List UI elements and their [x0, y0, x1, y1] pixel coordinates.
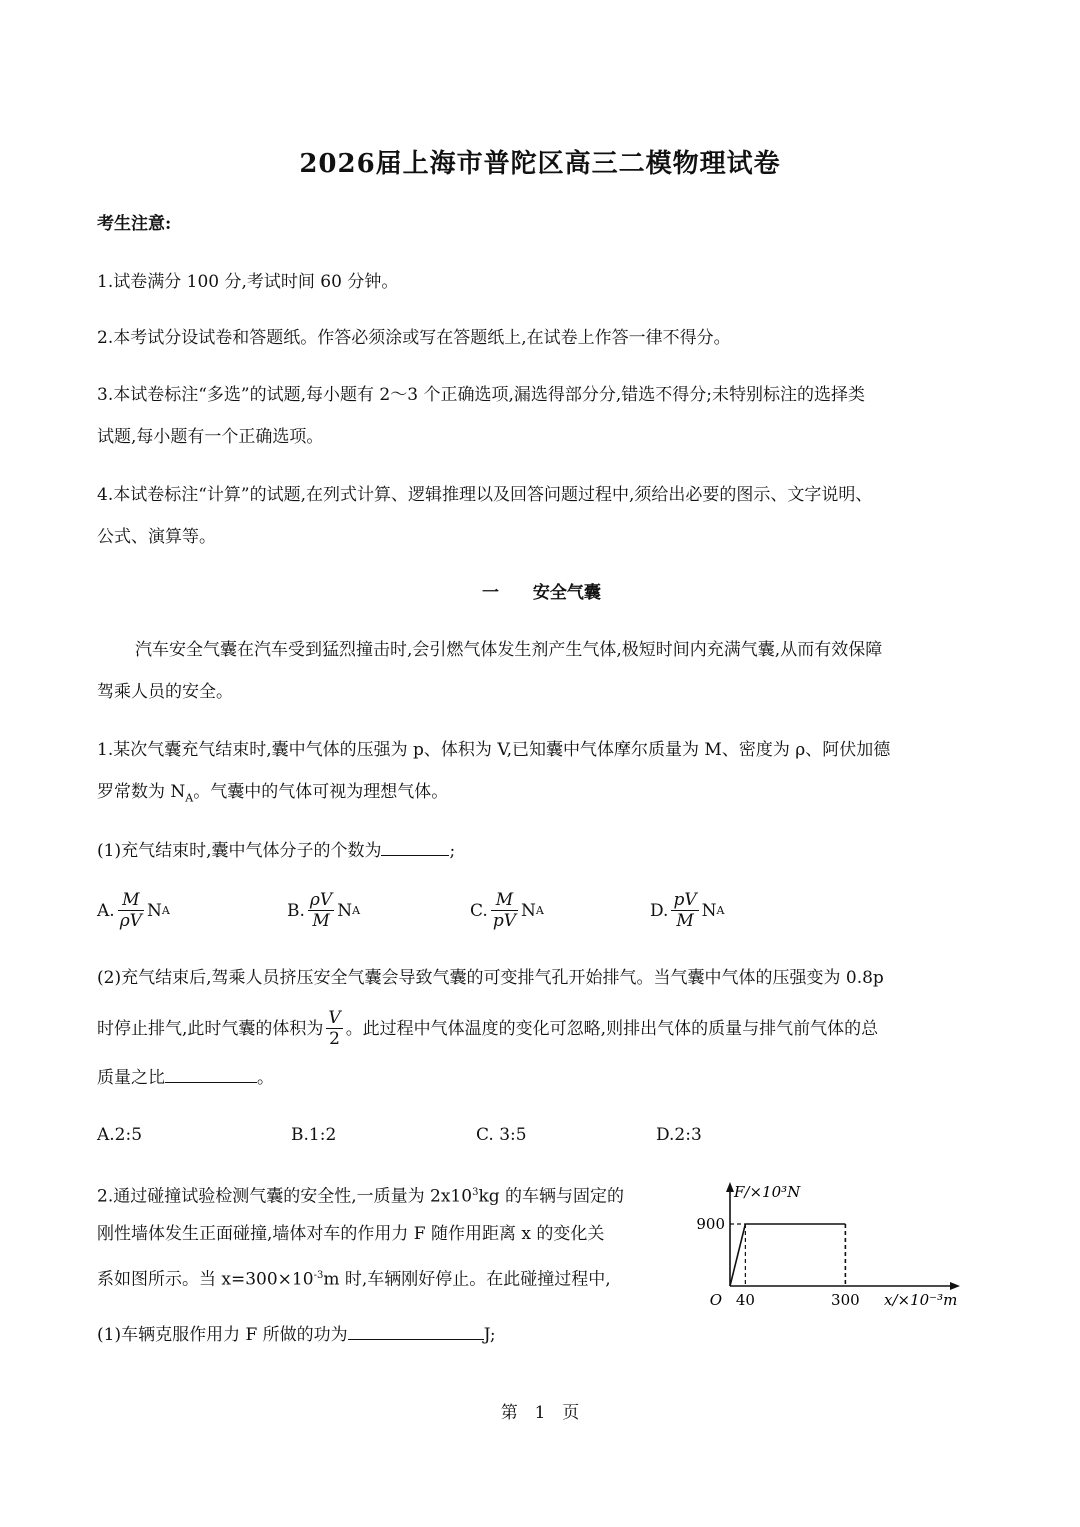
- fraction-denominator: ρV: [119, 911, 142, 931]
- q1-sub2-line-2-pre: 时停止排气,此时气囊的体积为: [97, 1018, 324, 1039]
- q1-sub1-stem-text: (1)充气结束时,囊中气体分子的个数为: [97, 841, 382, 861]
- footer-pre: 第: [500, 1403, 518, 1423]
- option-label: A.: [97, 900, 115, 921]
- q1-sub2-line-3-end: 。: [257, 1068, 274, 1088]
- y-axis-label: F/×10³N: [734, 1183, 801, 1201]
- q2-line-3-post: m 时,车辆刚好停止。在此碰撞过程中,: [323, 1269, 611, 1290]
- q2-sub1-answer-blank[interactable]: [348, 1323, 484, 1340]
- q1-sub1-stem: [97, 839, 455, 862]
- volume-fraction: [326, 1008, 342, 1049]
- q1-sub2-line-2: [97, 1008, 878, 1049]
- q1-sub2-line-2-post: 。此过程中气体温度的变化可忽略,则排出气体的质量与排气前气体的总: [345, 1018, 879, 1039]
- x-tick-label: 40: [735, 1291, 755, 1309]
- intro-line-2: 驾乘人员的安全。: [97, 682, 233, 702]
- origin-label: O: [709, 1291, 722, 1309]
- q1-sub1-answer-blank[interactable]: [381, 839, 449, 856]
- q1-sub2-option-d[interactable]: D.2:3: [656, 1125, 702, 1145]
- notice-item-4-cont: 公式、演算等。: [97, 527, 216, 547]
- q1-sub2-option-a[interactable]: A.2:5: [97, 1125, 143, 1145]
- option-tail-sub: A: [535, 903, 544, 917]
- x-axis-arrow: [950, 1282, 960, 1290]
- force-distance-chart: [690, 1172, 970, 1322]
- q2-line-1-post: kg 的车辆与固定的: [478, 1186, 625, 1207]
- q2-sub1: [97, 1323, 496, 1346]
- page-number: 1: [534, 1403, 546, 1423]
- fraction-numerator: M: [491, 890, 518, 911]
- option-tail: N: [146, 900, 162, 921]
- q2-sub1-end: J;: [483, 1325, 496, 1345]
- q1-sub2-answer-blank[interactable]: [165, 1066, 257, 1083]
- intro-line-1: 汽车安全气囊在汽车受到猛烈撞击时,会引燃气体发生剂产生气体,极短时间内充满气囊,从而有效保障: [135, 640, 883, 660]
- q1-line-1: 1.某次气囊充气结束时,囊中气体的压强为 p、体积为 V,已知囊中气体摩尔质量为 M、密度为 ρ、阿伏加德: [97, 740, 891, 760]
- q1-sub2-option-c[interactable]: C. 3:5: [476, 1125, 527, 1145]
- section-number: 一: [482, 583, 499, 603]
- q1-sub2-option-b[interactable]: B.1:2: [291, 1125, 337, 1145]
- q2-sub1-text: (1)车辆克服作用力 F 所做的功为: [97, 1325, 348, 1345]
- option-tail-sub: A: [161, 903, 170, 917]
- notice-item-3: 3.本试卷标注“多选”的试题,每小题有 2～3 个正确选项,漏选得部分分,错选不得分;未特别标注的选择类: [97, 385, 865, 405]
- fraction-numerator: M: [118, 890, 144, 911]
- option-tail-sub: A: [352, 903, 361, 917]
- fraction-denominator: pV: [492, 911, 516, 931]
- option-tail-sub: A: [716, 903, 725, 917]
- data-segment: [730, 1224, 745, 1286]
- page-footer: [0, 1402, 1080, 1424]
- fraction-numerator: pV: [673, 890, 697, 910]
- q1-sub2-line-1: (2)充气结束后,驾乘人员挤压安全气囊会导致气囊的可变排气孔开始排气。当气囊中气体的压强变为 0.8p: [97, 968, 884, 988]
- q2-line-3-sup: -3: [313, 1270, 324, 1281]
- q2-line-3: [97, 1265, 611, 1291]
- y-tick-label: 900: [696, 1215, 725, 1233]
- option-tail: N: [520, 900, 536, 921]
- notice-heading: 考生注意:: [97, 214, 172, 234]
- notice-item-1: 1.试卷满分 100 分,考试时间 60 分钟。: [97, 272, 399, 292]
- footer-post: 页: [562, 1403, 580, 1423]
- option-fraction: [491, 890, 518, 931]
- q1-sub1-option-d[interactable]: [650, 890, 724, 931]
- q1-line-2: [97, 781, 448, 809]
- option-label: C.: [470, 900, 488, 921]
- q2-line-3-pre: 系如图所示。当 x=300×10: [97, 1269, 314, 1290]
- notice-item-3-cont: 试题,每小题有一个正确选项。: [97, 427, 324, 447]
- page-title: 2026届上海市普陀区高三二模物理试卷: [299, 149, 781, 179]
- fraction-denominator: M: [676, 911, 694, 931]
- fraction-numerator: ρV: [309, 890, 333, 910]
- q1-sub1-option-a[interactable]: [97, 890, 170, 931]
- section-heading: [482, 582, 601, 604]
- q1-sub1-option-c[interactable]: [470, 890, 544, 931]
- option-fraction: [308, 890, 334, 931]
- fraction-denominator: M: [312, 911, 330, 931]
- option-tail: N: [337, 900, 353, 921]
- q2-line-2: 刚性墙体发生正面碰撞,墙体对车的作用力 F 随作用距离 x 的变化关: [97, 1224, 605, 1244]
- fraction-numerator: V: [328, 1008, 341, 1028]
- notice-item-2: 2.本考试分设试卷和答题纸。作答必须涂或写在答题纸上,在试卷上作答一律不得分。: [97, 328, 731, 348]
- q2-line-1-pre: 2.通过碰撞试验检测气囊的安全性,一质量为 2x10: [97, 1186, 473, 1207]
- option-label: B.: [287, 900, 305, 921]
- x-axis-label: x/×10⁻³m: [884, 1291, 958, 1309]
- option-fraction: [671, 890, 698, 931]
- x-tick-label: 300: [831, 1291, 860, 1309]
- section-name: 安全气囊: [532, 583, 601, 603]
- option-fraction: [118, 890, 144, 931]
- q1-line-2-post: 。气囊中的气体可视为理想气体。: [193, 782, 449, 802]
- q1-line-2-sub: A: [185, 791, 194, 805]
- option-tail: N: [701, 900, 717, 921]
- y-axis-arrow: [726, 1182, 734, 1192]
- fraction-denominator: 2: [329, 1029, 340, 1049]
- q2-line-1-sup: 3: [472, 1187, 479, 1198]
- q1-sub2-line-3: [97, 1066, 274, 1089]
- q1-sub1-stem-end: ;: [449, 841, 456, 861]
- q1-sub2-line-3-text: 质量之比: [97, 1068, 165, 1088]
- notice-item-4: 4.本试卷标注“计算”的试题,在列式计算、逻辑推理以及回答问题过程中,须给出必要的图示、文字说明、: [97, 485, 873, 505]
- q2-line-1: [97, 1182, 624, 1208]
- q1-sub1-option-b[interactable]: [287, 890, 360, 931]
- option-label: D.: [650, 900, 669, 921]
- q1-line-2-pre: 罗常数为 N: [97, 782, 186, 802]
